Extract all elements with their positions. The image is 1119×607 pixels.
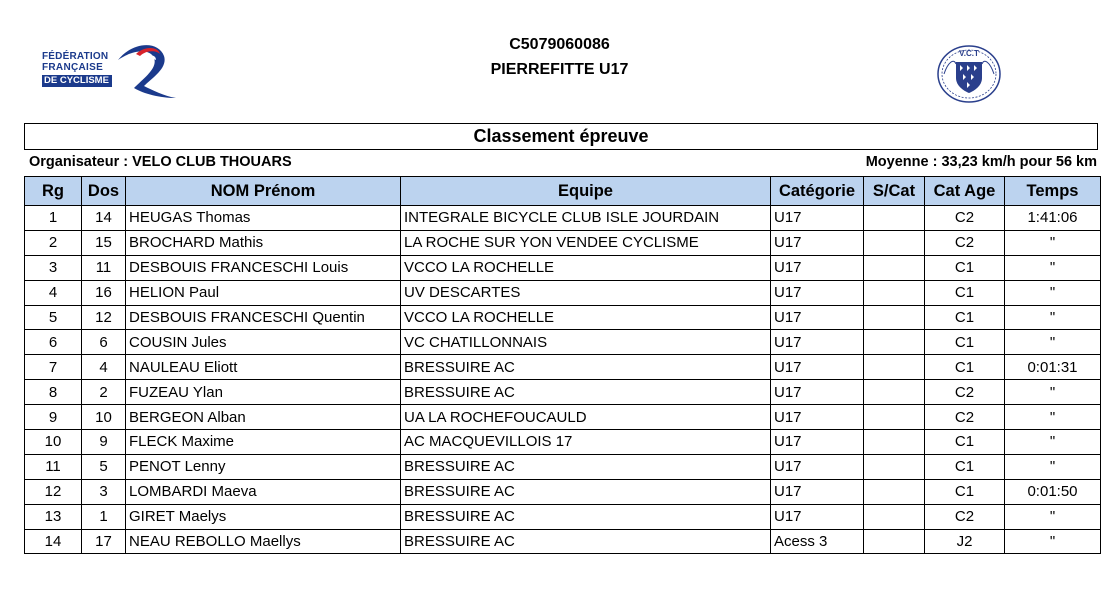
section-title: Classement épreuve xyxy=(24,123,1098,150)
column-header-rg: Rg xyxy=(25,177,82,206)
cell-time: " xyxy=(1005,380,1101,405)
cell-category: U17 xyxy=(771,206,864,231)
cell-age-category: C2 xyxy=(925,206,1005,231)
table-row xyxy=(25,355,1101,380)
cell-subcategory xyxy=(864,405,925,430)
cell-name: BERGEON Alban xyxy=(126,405,401,430)
cell-name: BROCHARD Mathis xyxy=(126,230,401,255)
cell-rank: 7 xyxy=(25,355,82,380)
cell-category: U17 xyxy=(771,380,864,405)
cell-age-category: C1 xyxy=(925,479,1005,504)
cell-subcategory xyxy=(864,380,925,405)
cell-team: AC MACQUEVILLOIS 17 xyxy=(401,430,771,455)
cell-team: BRESSUIRE AC xyxy=(401,504,771,529)
cell-bib: 17 xyxy=(82,529,126,554)
cell-category: Acess 3 xyxy=(771,529,864,554)
cell-time: " xyxy=(1005,330,1101,355)
cell-bib: 12 xyxy=(82,305,126,330)
table-row xyxy=(25,380,1101,405)
cell-time: " xyxy=(1005,529,1101,554)
cell-name: COUSIN Jules xyxy=(126,330,401,355)
vct-logo xyxy=(936,44,1002,104)
column-header-dos: Dos xyxy=(82,177,126,206)
table-row xyxy=(25,479,1101,504)
average-speed: Moyenne : 33,23 km/h pour 56 km xyxy=(865,154,1097,170)
cell-subcategory xyxy=(864,255,925,280)
cell-age-category: C1 xyxy=(925,454,1005,479)
cell-team: VCCO LA ROCHELLE xyxy=(401,305,771,330)
cell-subcategory xyxy=(864,330,925,355)
cell-name: NEAU REBOLLO Maellys xyxy=(126,529,401,554)
cell-team: VCCO LA ROCHELLE xyxy=(401,255,771,280)
cell-time: " xyxy=(1005,405,1101,430)
cell-name: HEUGAS Thomas xyxy=(126,206,401,231)
cell-bib: 16 xyxy=(82,280,126,305)
cell-category: U17 xyxy=(771,305,864,330)
cell-rank: 8 xyxy=(25,380,82,405)
cell-age-category: C1 xyxy=(925,255,1005,280)
cell-rank: 4 xyxy=(25,280,82,305)
cell-name: DESBOUIS FRANCESCHI Louis xyxy=(126,255,401,280)
cell-age-category: C2 xyxy=(925,504,1005,529)
cell-bib: 1 xyxy=(82,504,126,529)
cell-rank: 9 xyxy=(25,405,82,430)
table-row xyxy=(25,230,1101,255)
cell-team: BRESSUIRE AC xyxy=(401,380,771,405)
cell-rank: 14 xyxy=(25,529,82,554)
cell-category: U17 xyxy=(771,280,864,305)
cell-bib: 9 xyxy=(82,430,126,455)
cell-rank: 6 xyxy=(25,330,82,355)
cell-name: PENOT Lenny xyxy=(126,454,401,479)
cell-category: U17 xyxy=(771,454,864,479)
cell-time: 0:01:31 xyxy=(1005,355,1101,380)
results-body xyxy=(25,206,1101,554)
table-row xyxy=(25,206,1101,231)
cell-age-category: C2 xyxy=(925,405,1005,430)
cell-bib: 15 xyxy=(82,230,126,255)
cell-name: NAULEAU Eliott xyxy=(126,355,401,380)
cell-age-category: C2 xyxy=(925,380,1005,405)
cell-subcategory xyxy=(864,305,925,330)
ffc-logo-line-1: FÉDÉRATION xyxy=(42,51,109,62)
cell-team: UV DESCARTES xyxy=(401,280,771,305)
cell-team: BRESSUIRE AC xyxy=(401,355,771,380)
cell-bib: 14 xyxy=(82,206,126,231)
column-header-subcategory: S/Cat xyxy=(864,177,925,206)
column-header-category: Catégorie xyxy=(771,177,864,206)
vct-logo-text: V.C.T xyxy=(959,49,979,58)
cell-name: FUZEAU Ylan xyxy=(126,380,401,405)
cell-time: " xyxy=(1005,230,1101,255)
cell-name: DESBOUIS FRANCESCHI Quentin xyxy=(126,305,401,330)
cell-team: INTEGRALE BICYCLE CLUB ISLE JOURDAIN xyxy=(401,206,771,231)
cell-team: BRESSUIRE AC xyxy=(401,454,771,479)
column-header-age-category: Cat Age xyxy=(925,177,1005,206)
cell-subcategory xyxy=(864,206,925,231)
cell-subcategory xyxy=(864,355,925,380)
cell-subcategory xyxy=(864,230,925,255)
cell-time: 0:01:50 xyxy=(1005,479,1101,504)
cell-name: LOMBARDI Maeva xyxy=(126,479,401,504)
cell-category: U17 xyxy=(771,330,864,355)
cell-time: " xyxy=(1005,504,1101,529)
cell-name: FLECK Maxime xyxy=(126,430,401,455)
cell-category: U17 xyxy=(771,355,864,380)
ffc-logo-line-3: DE CYCLISME xyxy=(42,75,112,87)
cell-category: U17 xyxy=(771,405,864,430)
column-header-team: Equipe xyxy=(401,177,771,206)
cell-age-category: J2 xyxy=(925,529,1005,554)
cell-time: " xyxy=(1005,430,1101,455)
cell-category: U17 xyxy=(771,479,864,504)
cell-age-category: C1 xyxy=(925,280,1005,305)
table-row xyxy=(25,454,1101,479)
cell-category: U17 xyxy=(771,430,864,455)
cell-category: U17 xyxy=(771,504,864,529)
cell-subcategory xyxy=(864,430,925,455)
cell-bib: 11 xyxy=(82,255,126,280)
cell-rank: 12 xyxy=(25,479,82,504)
cell-category: U17 xyxy=(771,230,864,255)
cell-age-category: C1 xyxy=(925,330,1005,355)
cell-time: 1:41:06 xyxy=(1005,206,1101,231)
cell-bib: 6 xyxy=(82,330,126,355)
cell-rank: 11 xyxy=(25,454,82,479)
cell-rank: 5 xyxy=(25,305,82,330)
table-row xyxy=(25,529,1101,554)
cell-time: " xyxy=(1005,280,1101,305)
table-row xyxy=(25,255,1101,280)
ffc-logo-line-2: FRANÇAISE xyxy=(42,62,104,73)
cell-time: " xyxy=(1005,305,1101,330)
table-header-row xyxy=(25,177,1101,206)
cell-time: " xyxy=(1005,255,1101,280)
table-row xyxy=(25,405,1101,430)
cell-age-category: C1 xyxy=(925,430,1005,455)
cell-bib: 10 xyxy=(82,405,126,430)
cell-bib: 2 xyxy=(82,380,126,405)
cell-team: UA LA ROCHEFOUCAULD xyxy=(401,405,771,430)
cell-bib: 3 xyxy=(82,479,126,504)
cell-rank: 13 xyxy=(25,504,82,529)
cell-rank: 10 xyxy=(25,430,82,455)
race-code: C5079060086 xyxy=(509,36,610,53)
cell-team: VC CHATILLONNAIS xyxy=(401,330,771,355)
cell-subcategory xyxy=(864,479,925,504)
results-table xyxy=(24,176,1101,554)
cell-age-category: C1 xyxy=(925,305,1005,330)
table-row xyxy=(25,430,1101,455)
table-row xyxy=(25,280,1101,305)
cell-team: LA ROCHE SUR YON VENDEE CYCLISME xyxy=(401,230,771,255)
cell-team: BRESSUIRE AC xyxy=(401,479,771,504)
cell-subcategory xyxy=(864,280,925,305)
cell-bib: 5 xyxy=(82,454,126,479)
cell-age-category: C2 xyxy=(925,230,1005,255)
organizer: Organisateur : VELO CLUB THOUARS xyxy=(29,154,292,170)
cell-name: HELION Paul xyxy=(126,280,401,305)
column-header-time: Temps xyxy=(1005,177,1101,206)
cell-age-category: C1 xyxy=(925,355,1005,380)
cell-subcategory xyxy=(864,504,925,529)
table-row xyxy=(25,504,1101,529)
cell-name: GIRET Maelys xyxy=(126,504,401,529)
cell-time: " xyxy=(1005,454,1101,479)
table-row xyxy=(25,305,1101,330)
cell-rank: 2 xyxy=(25,230,82,255)
column-header-name: NOM Prénom xyxy=(126,177,401,206)
cell-subcategory xyxy=(864,454,925,479)
cell-subcategory xyxy=(864,529,925,554)
cell-bib: 4 xyxy=(82,355,126,380)
cell-rank: 1 xyxy=(25,206,82,231)
cell-rank: 3 xyxy=(25,255,82,280)
cell-team: BRESSUIRE AC xyxy=(401,529,771,554)
event-name: PIERREFITTE U17 xyxy=(490,61,629,78)
cell-category: U17 xyxy=(771,255,864,280)
table-row xyxy=(25,330,1101,355)
